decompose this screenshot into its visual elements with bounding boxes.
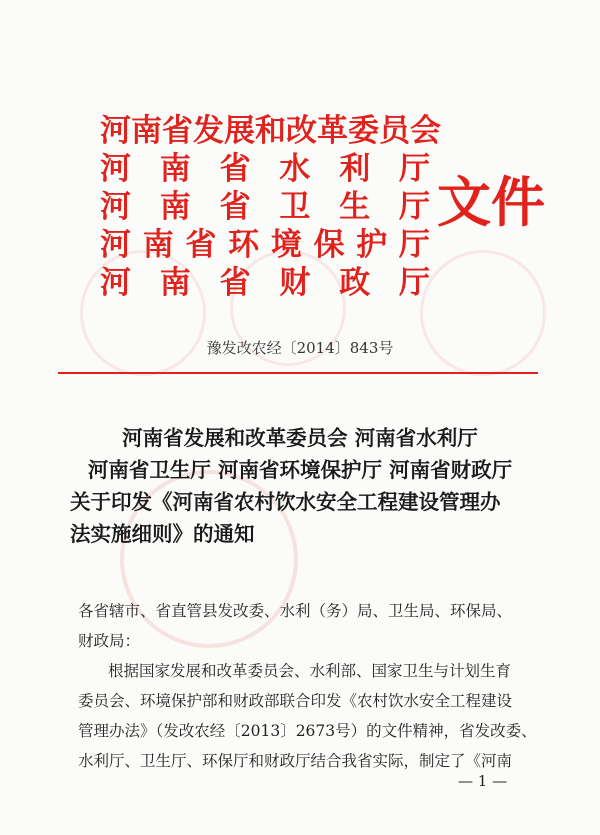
paragraph-line: 根据国家发展和改革委员会、水利部、国家卫生与计划生育 bbox=[108, 662, 512, 680]
issuer-character: 省 bbox=[219, 265, 251, 301]
issuer-character: 护 bbox=[356, 227, 388, 263]
issuer-character: 省 bbox=[219, 151, 251, 187]
issuer-ndrc: 河南省发展和改革委员会 bbox=[100, 113, 441, 149]
document-body bbox=[78, 596, 548, 776]
issuer-character: 水 bbox=[279, 151, 311, 187]
document-title bbox=[60, 422, 540, 550]
issuer-character: 利 bbox=[339, 151, 371, 187]
issuer-character: 生 bbox=[339, 189, 371, 225]
issuer-character: 环 bbox=[228, 227, 260, 263]
issuing-authorities bbox=[100, 112, 440, 302]
recipients-line: 各省辖市、省直管县发改委、水利（务）局、卫生局、环保局、 bbox=[78, 602, 513, 620]
issuer-character: 河 bbox=[100, 265, 131, 301]
issuer-character: 境 bbox=[270, 227, 302, 263]
issuer-character: 河 bbox=[100, 189, 131, 225]
issuer-character: 厅 bbox=[398, 265, 430, 301]
paragraph-line: 委员会、环境保护部和财政部联合印发《农村饮水安全工程建设 bbox=[78, 692, 513, 710]
issuer-character: 南 bbox=[159, 265, 191, 301]
title-line: 河南省卫生厅 河南省环境保护厅 河南省财政厅 bbox=[87, 458, 513, 482]
red-divider-line bbox=[58, 372, 538, 374]
issuer-character: 南 bbox=[159, 151, 191, 187]
issuer-character: 河 bbox=[100, 151, 131, 187]
issuer-health bbox=[100, 188, 430, 226]
document-label: 文件 bbox=[437, 170, 545, 234]
issuer-character: 卫 bbox=[279, 189, 311, 225]
recipients-line: 财政局： bbox=[78, 632, 141, 650]
page-number: — 1 — bbox=[458, 772, 508, 790]
issuer-character: 河 bbox=[100, 227, 131, 263]
issuer-character: 保 bbox=[313, 227, 345, 263]
issuer-water-resources bbox=[100, 150, 430, 188]
issuer-character: 厅 bbox=[398, 189, 430, 225]
title-line: 关于印发《河南省农村饮水安全工程建设管理办 bbox=[70, 490, 501, 514]
issuer-character: 政 bbox=[339, 265, 371, 301]
issuer-character: 财 bbox=[279, 265, 311, 301]
issuer-character: 省 bbox=[219, 189, 251, 225]
issuer-character: 厅 bbox=[398, 151, 430, 187]
document-number: 豫发改农经〔2014〕843号 bbox=[206, 339, 394, 357]
issuer-character: 南 bbox=[159, 189, 191, 225]
paragraph-line: 管理办法》（发改农经〔2013〕2673号）的文件精神，省发改委、 bbox=[78, 722, 537, 740]
title-line: 法实施细则》的通知 bbox=[70, 522, 255, 546]
issuer-character: 省 bbox=[185, 227, 217, 263]
issuer-finance bbox=[100, 264, 430, 302]
issuer-character: 厅 bbox=[398, 227, 430, 263]
paragraph-line: 水利厅、卫生厅、环保厅和财政厅结合我省实际，制定了《河南 bbox=[78, 752, 513, 770]
issuer-environment bbox=[100, 226, 430, 264]
issuer-character: 南 bbox=[142, 227, 174, 263]
title-line: 河南省发展和改革委员会 河南省水利厅 bbox=[122, 426, 478, 450]
